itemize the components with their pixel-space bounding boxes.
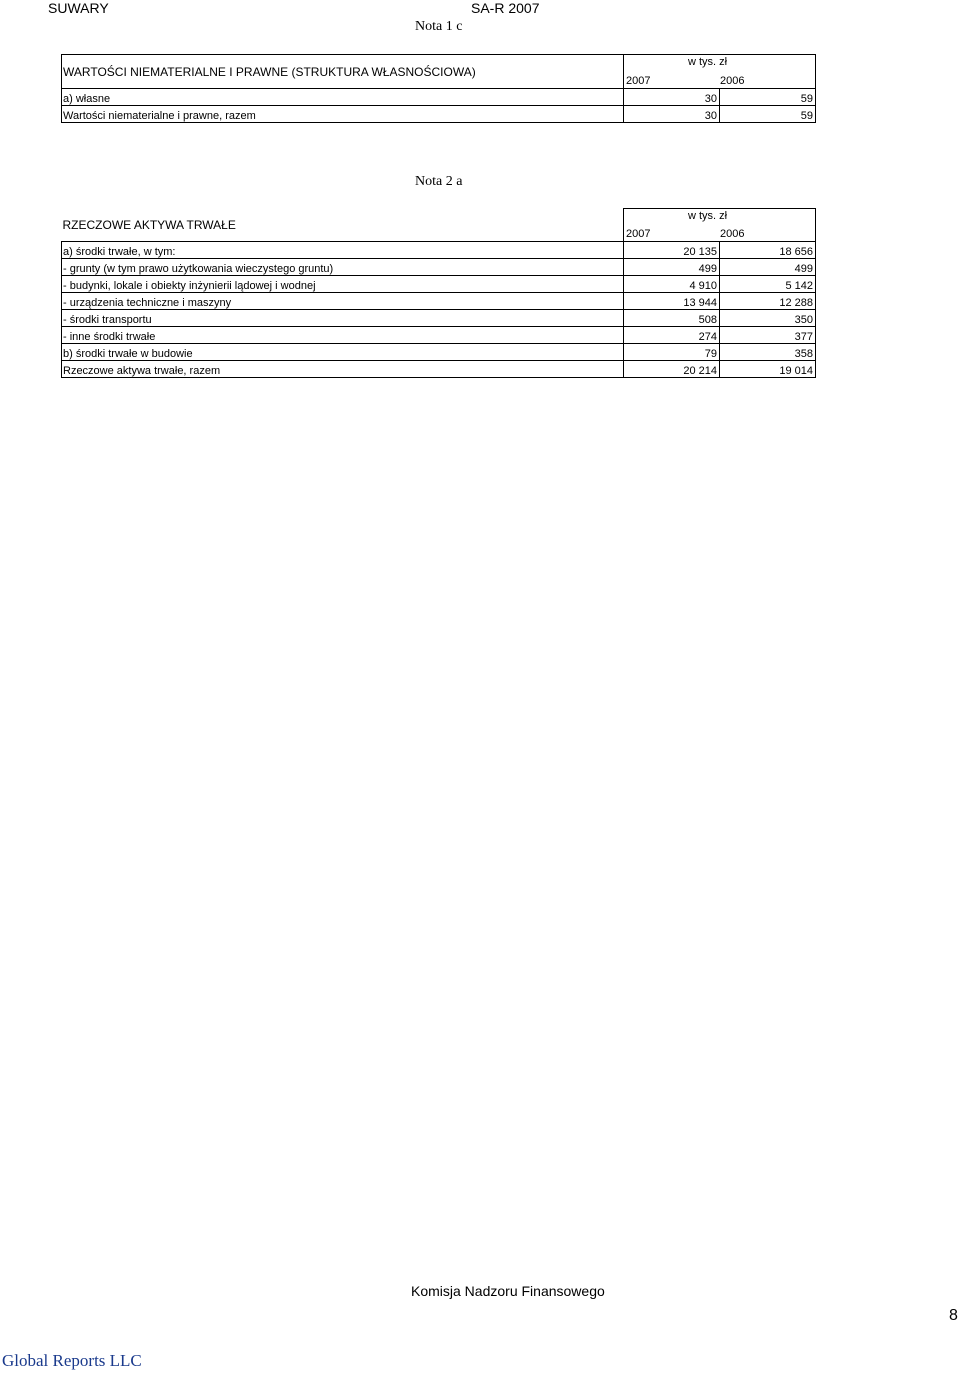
table-row — [62, 242, 816, 259]
table-title: WARTOŚCI NIEMATERIALNE I PRAWNE (STRUKTURA WŁASNOŚCIOWA) — [62, 55, 624, 89]
intangible-assets-table — [61, 54, 816, 123]
value-2006: 377 — [720, 327, 816, 344]
row-label: Wartości niematerialne i prawne, razem — [62, 106, 624, 123]
value-2006: 18 656 — [720, 242, 816, 259]
note-2a-title: Nota 2 a — [415, 174, 463, 189]
value-2006: 19 014 — [720, 361, 816, 378]
year-2007-header: 2007 — [626, 228, 651, 240]
table-row — [62, 106, 816, 123]
unit-label: w tys. zł — [688, 210, 728, 222]
value-2007: 30 — [624, 106, 720, 123]
table-row — [62, 361, 816, 378]
table-row — [62, 327, 816, 344]
row-label: b) środki trwałe w budowie — [62, 344, 624, 361]
global-reports-brand[interactable]: Global Reports LLC — [2, 1351, 142, 1370]
value-2006: 12 288 — [720, 293, 816, 310]
unit-label: w tys. zł — [688, 56, 728, 68]
row-label: - urządzenia techniczne i maszyny — [62, 293, 624, 310]
row-label: - środki transportu — [62, 310, 624, 327]
row-label: - inne środki trwałe — [62, 327, 624, 344]
value-2007: 274 — [624, 327, 720, 344]
note-1c-title: Nota 1 c — [415, 19, 463, 34]
row-label: Rzeczowe aktywa trwałe, razem — [62, 361, 624, 378]
year-2006-header: 2006 — [720, 228, 745, 240]
year-2006-header: 2006 — [720, 75, 745, 87]
value-2007: 79 — [624, 344, 720, 361]
value-2007: 508 — [624, 310, 720, 327]
footer-commission: Komisja Nadzoru Finansowego — [411, 1283, 605, 1299]
year-2007-header: 2007 — [626, 75, 651, 87]
row-label: a) własne — [62, 89, 624, 106]
value-2007: 13 944 — [624, 293, 720, 310]
value-2007: 499 — [624, 259, 720, 276]
value-2006: 350 — [720, 310, 816, 327]
value-2007: 4 910 — [624, 276, 720, 293]
table-row — [62, 310, 816, 327]
value-2006: 5 142 — [720, 276, 816, 293]
row-label: - budynki, lokale i obiekty inżynierii lądowej i wodnej — [62, 276, 624, 293]
table-title: RZECZOWE AKTYWA TRWAŁE — [62, 209, 624, 242]
value-2007: 30 — [624, 89, 720, 106]
table-row — [62, 293, 816, 310]
unit-header — [624, 55, 816, 89]
value-2007: 20 214 — [624, 361, 720, 378]
tangible-assets-table — [61, 208, 816, 378]
value-2006: 499 — [720, 259, 816, 276]
table-row — [62, 89, 816, 106]
row-label: - grunty (w tym prawo użytkowania wieczystego gruntu) — [62, 259, 624, 276]
report-type: SA-R 2007 — [471, 0, 540, 16]
unit-header — [624, 209, 816, 242]
value-2006: 59 — [720, 106, 816, 123]
row-label: a) środki trwałe, w tym: — [62, 242, 624, 259]
value-2006: 358 — [720, 344, 816, 361]
table-row — [62, 344, 816, 361]
table-row — [62, 259, 816, 276]
value-2006: 59 — [720, 89, 816, 106]
company-name: SUWARY — [48, 0, 109, 16]
value-2007: 20 135 — [624, 242, 720, 259]
table-row — [62, 276, 816, 293]
page-number: 8 — [949, 1307, 958, 1324]
